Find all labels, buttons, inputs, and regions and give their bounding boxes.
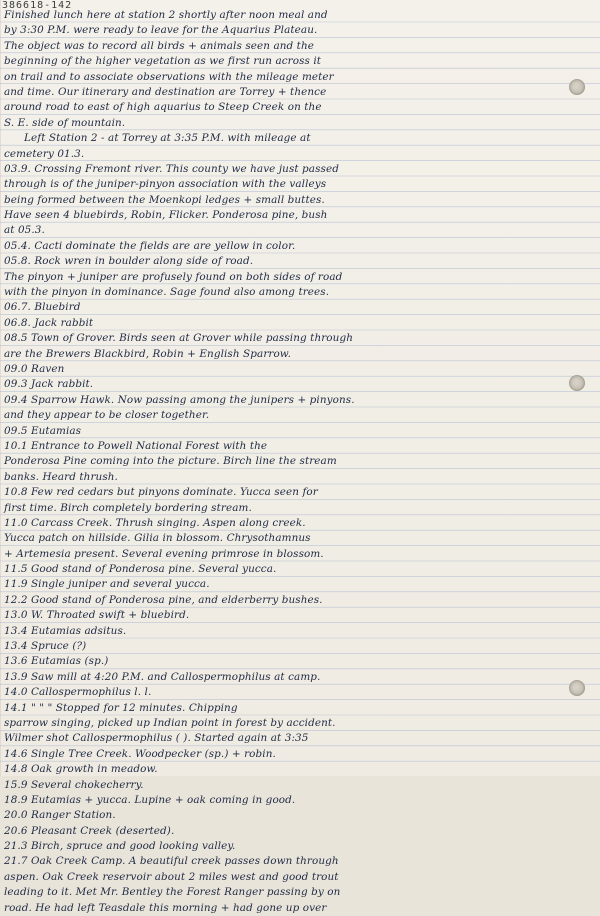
text-line: 13.4 Spruce (?) — [4, 640, 87, 653]
text-line: banks. Heard thrush. — [4, 470, 118, 483]
text-line: 13.6 Eutamias (sp.) — [4, 655, 109, 668]
text-line: around road to east of high aquarius to Steep Creek on the — [4, 101, 322, 114]
text-line: 15.9 Several chokecherry. — [4, 778, 144, 791]
text-line: 06.8. Jack rabbit — [4, 316, 94, 329]
text-line: Finished lunch here at station 2 shortly after noon meal and — [4, 9, 328, 21]
text-line: 05.4. Cacti dominate the fields are are yellow in color. — [4, 239, 296, 252]
text-line: on trail and to associate observations with the mileage meter — [4, 70, 334, 83]
text-line: being formed between the Moenkopi ledges + small buttes. — [4, 193, 325, 206]
text-line: 08.5 Town of Grover. Birds seen at Grover while passing through — [4, 332, 353, 345]
text-line: 06.7. Bluebird — [4, 301, 81, 314]
text-line: through is of the juniper-pinyon association with the valleys — [4, 178, 327, 191]
text-line: sparrow singing, picked up Indian point in forest by accident. — [4, 716, 336, 729]
text-line: 13.0 W. Throated swift + bluebird. — [4, 609, 190, 622]
text-line: 11.5 Good stand of Ponderosa pine. Several yucca. — [4, 563, 277, 576]
text-line: 14.1 " " " Stopped for 12 minutes. Chipping — [4, 701, 238, 714]
text-line: Ponderosa Pine coming into the picture. Birch line the stream — [4, 455, 337, 468]
text-line: 20.6 Pleasant Creek (deserted). — [4, 824, 175, 837]
text-line: 12.2 Good stand of Ponderosa pine, and elderberry bushes. — [4, 593, 323, 606]
text-line: 21.7 Oak Creek Camp. A beautiful creek passes down through — [4, 855, 339, 868]
text-line: 03.9. Crossing Fremont river. This county we have just passed — [4, 162, 339, 175]
text-line: 09.0 Raven — [4, 362, 65, 375]
text-line: 05.8. Rock wren in boulder along side of road. — [4, 255, 254, 268]
page-id-stamp: 386618-142 — [2, 0, 73, 11]
text-line: 09.3 Jack rabbit. — [4, 378, 94, 391]
text-line: aspen. Oak Creek reservoir about 2 miles west and good trout — [4, 870, 339, 883]
text-line: The object was to record all birds + animals seen and the — [4, 39, 315, 52]
text-line: 18.9 Eutamias + yucca. Lupine + oak coming in good. — [4, 793, 296, 806]
text-line: 13.4 Eutamias adsitus. — [4, 624, 127, 637]
text-line: The pinyon + juniper are profusely found on both sides of road — [4, 270, 343, 283]
handwritten-lines — [0, 8, 600, 916]
text-line: 14.8 Oak growth in meadow. — [4, 763, 158, 776]
text-line: with the pinyon in dominance. Sage found also among trees. — [4, 286, 330, 299]
text-line: 11.9 Single juniper and several yucca. — [4, 578, 210, 591]
text-line: 10.1 Entrance to Powell National Forest with the — [4, 439, 268, 452]
text-line: road. He had left Teasdale this morning + had gone up over — [4, 901, 327, 914]
text-line: 09.5 Eutamias — [4, 424, 82, 437]
text-line: at 05.3. — [4, 224, 45, 237]
text-line: 11.0 Carcass Creek. Thrush singing. Aspen along creek. — [4, 516, 306, 529]
text-line: S. E. side of mountain. — [4, 116, 126, 129]
text-line: + Artemesia present. Several evening primrose in blossom. — [4, 547, 324, 560]
text-line: 13.9 Saw mill at 4:20 P.M. and Callospermophilus at camp. — [4, 670, 321, 683]
text-line: Have seen 4 bluebirds, Robin, Flicker. Ponderosa pine, bush — [4, 209, 328, 222]
text-line: 14.6 Single Tree Creek. Woodpecker (sp.) + robin. — [4, 747, 276, 760]
text-line: first time. Birch completely bordering stream. — [4, 501, 252, 514]
text-line: and they appear to be closer together. — [4, 409, 210, 422]
text-line: Wilmer shot Callospermophilus ( ). Started again at 3:35 — [4, 732, 309, 745]
text-line: 14.0 Callospermophilus l. l. — [4, 686, 152, 699]
text-line: 20.0 Ranger Station. — [4, 809, 116, 822]
text-line: by 3:30 P.M. were ready to leave for the Aquarius Plateau. — [4, 24, 318, 37]
text-line: and time. Our itinerary and destination are Torrey + thence — [4, 85, 327, 98]
text-line: are the Brewers Blackbird, Robin + English Sparrow. — [4, 347, 291, 360]
text-line: 09.4 Sparrow Hawk. Now passing among the junipers + pinyons. — [4, 393, 355, 406]
text-line: beginning of the higher vegetation as we first run across it — [4, 55, 322, 68]
text-line: Yucca patch on hillside. Gilia in blossom. Chrysothamnus — [4, 532, 311, 545]
text-line: Left Station 2 - at Torrey at 3:35 P.M. with mileage at — [24, 132, 311, 145]
text-line: cemetery 01.3. — [4, 147, 85, 160]
text-line: 21.3 Birch, spruce and good looking valley. — [4, 840, 236, 853]
text-line: 10.8 Few red cedars but pinyons dominate. Yucca seen for — [4, 486, 318, 499]
text-line: leading to it. Met Mr. Bentley the Forest Ranger passing by on — [4, 886, 341, 899]
